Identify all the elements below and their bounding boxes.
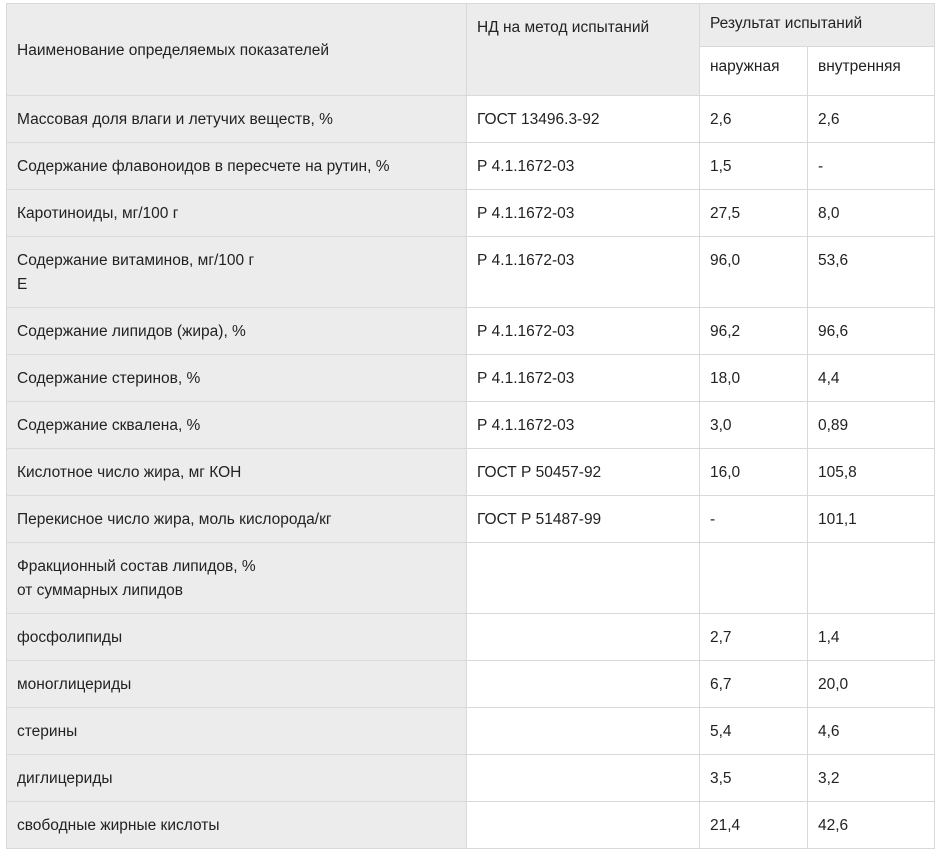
row-method: Р 4.1.1672-03 [467, 402, 700, 449]
row-inner: 1,4 [808, 614, 935, 661]
header-outer: наружная [700, 47, 808, 96]
row-name: диглицериды [7, 755, 467, 802]
row-method: ГОСТ Р 50457-92 [467, 449, 700, 496]
header-inner: внутренняя [808, 47, 935, 96]
row-inner: 53,6 [808, 237, 935, 308]
row-outer: 2,6 [700, 96, 808, 143]
row-inner: 105,8 [808, 449, 935, 496]
row-inner: 0,89 [808, 402, 935, 449]
row-name: Массовая доля влаги и летучих веществ, % [7, 96, 467, 143]
row-method [467, 755, 700, 802]
row-outer: - [700, 496, 808, 543]
row-name: Кислотное число жира, мг КОН [7, 449, 467, 496]
row-name: Содержание сквалена, % [7, 402, 467, 449]
row-outer: 27,5 [700, 190, 808, 237]
table-row [7, 708, 935, 755]
table-row [7, 190, 935, 237]
results-table [6, 3, 935, 849]
row-inner: - [808, 143, 935, 190]
row-outer: 96,0 [700, 237, 808, 308]
row-outer: 6,7 [700, 661, 808, 708]
row-outer: 16,0 [700, 449, 808, 496]
row-inner: 20,0 [808, 661, 935, 708]
row-outer: 3,0 [700, 402, 808, 449]
header-method: НД на метод испытаний [467, 4, 700, 96]
row-method: Р 4.1.1672-03 [467, 308, 700, 355]
row-method: Р 4.1.1672-03 [467, 355, 700, 402]
table-row [7, 402, 935, 449]
row-name: Фракционный состав липидов, % от суммарных липидов [7, 543, 467, 614]
row-inner: 2,6 [808, 96, 935, 143]
row-inner [808, 543, 935, 614]
table-row [7, 496, 935, 543]
row-outer: 21,4 [700, 802, 808, 849]
row-outer: 1,5 [700, 143, 808, 190]
row-name: моноглицериды [7, 661, 467, 708]
row-method [467, 614, 700, 661]
row-name: фосфолипиды [7, 614, 467, 661]
row-method [467, 802, 700, 849]
table-row [7, 614, 935, 661]
table-row [7, 143, 935, 190]
row-method: Р 4.1.1672-03 [467, 237, 700, 308]
row-outer: 5,4 [700, 708, 808, 755]
row-method [467, 708, 700, 755]
row-outer: 18,0 [700, 355, 808, 402]
header-result: Результат испытаний [700, 4, 935, 47]
row-method: Р 4.1.1672-03 [467, 190, 700, 237]
row-inner: 3,2 [808, 755, 935, 802]
row-name: Перекисное число жира, моль кислорода/кг [7, 496, 467, 543]
row-name: Содержание липидов (жира), % [7, 308, 467, 355]
row-inner: 8,0 [808, 190, 935, 237]
header-name: Наименование определяемых показателей [7, 4, 467, 96]
table-row [7, 543, 935, 614]
row-name: Содержание стеринов, % [7, 355, 467, 402]
row-inner: 101,1 [808, 496, 935, 543]
row-name: стерины [7, 708, 467, 755]
row-outer [700, 543, 808, 614]
table-header [7, 4, 935, 96]
row-inner: 4,6 [808, 708, 935, 755]
row-name: Содержание витаминов, мг/100 г Е [7, 237, 467, 308]
table-row [7, 449, 935, 496]
table-body [7, 96, 935, 849]
row-method [467, 661, 700, 708]
row-method: ГОСТ 13496.3-92 [467, 96, 700, 143]
table-row [7, 237, 935, 308]
table-row [7, 802, 935, 849]
row-inner: 96,6 [808, 308, 935, 355]
row-outer: 3,5 [700, 755, 808, 802]
row-outer: 96,2 [700, 308, 808, 355]
row-inner: 4,4 [808, 355, 935, 402]
row-name: свободные жирные кислоты [7, 802, 467, 849]
table-row [7, 755, 935, 802]
row-name: Содержание флавоноидов в пересчете на рутин, % [7, 143, 467, 190]
table-row [7, 355, 935, 402]
row-method [467, 543, 700, 614]
row-outer: 2,7 [700, 614, 808, 661]
table-row [7, 96, 935, 143]
row-name: Каротиноиды, мг/100 г [7, 190, 467, 237]
row-method: Р 4.1.1672-03 [467, 143, 700, 190]
table-row [7, 661, 935, 708]
row-method: ГОСТ Р 51487-99 [467, 496, 700, 543]
row-inner: 42,6 [808, 802, 935, 849]
table-row [7, 308, 935, 355]
